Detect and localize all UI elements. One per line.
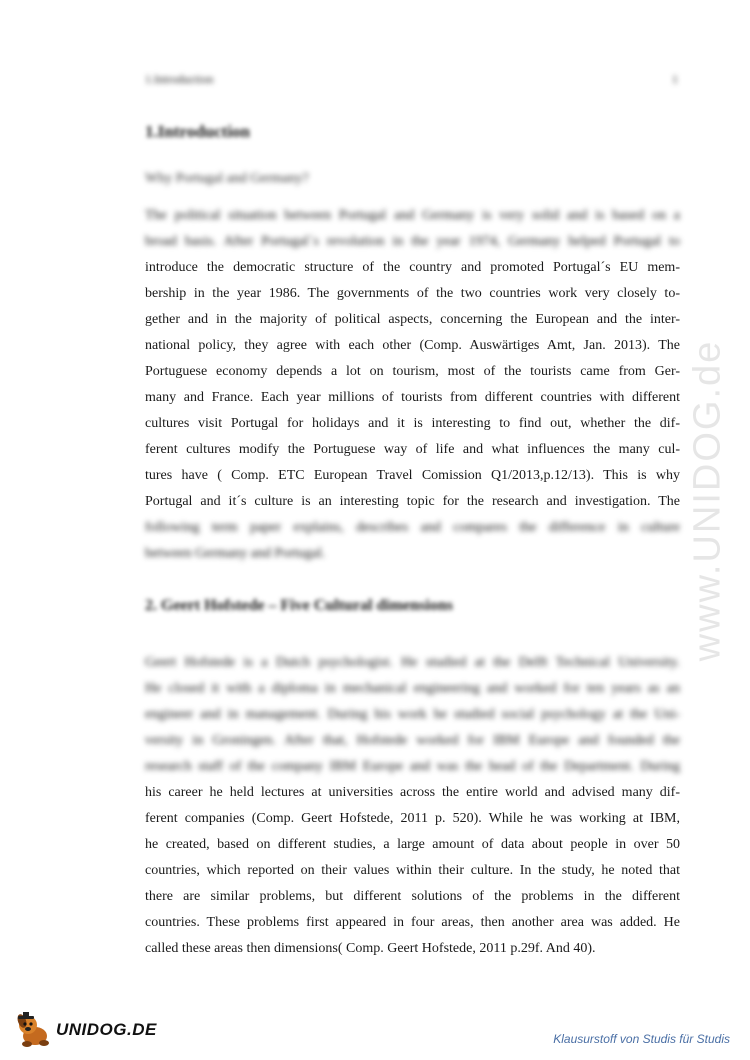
paragraph-hofstede	[145, 650, 680, 962]
running-header-section: 1.Introduction	[145, 72, 214, 86]
footer-slogan: Klausurstoff von Studis für Studis	[553, 1032, 730, 1046]
unidog-logo[interactable]	[14, 1012, 157, 1048]
paragraph-line: countries, which reported on their values within their culture. In the study, he noted that	[145, 863, 680, 878]
paragraph-line: Geert Hofstede is a Dutch psychologist. He studied at the Delft Technical University.	[145, 655, 680, 670]
paragraph-line: ferent cultures modify the Portuguese way of life and what influences the many cul-	[145, 442, 680, 457]
paragraph-line: gether and in the majority of political aspects, concerning the European and the inter-	[145, 312, 680, 327]
paragraph-line: Portugal and it´s culture is an interesting topic for the research and investigation. The	[145, 494, 680, 509]
paragraph-line: cultures visit Portugal for holidays and it is interesting to find out, whether the dif-	[145, 416, 680, 431]
running-header-page-number: 1	[672, 72, 678, 86]
paragraph-line: called these areas then dimensions( Comp. Geert Hofstede, 2011 p.29f. And 40).	[145, 941, 596, 956]
paragraph-line: research staff of the company IBM Europe and was the head of the Department. During	[145, 759, 680, 774]
paragraph-line: following term paper explains, describes and compares the difference in culture	[145, 520, 680, 535]
paragraph-line: tures have ( Comp. ETC European Travel Comission Q1/2013,p.12/13). This is why	[145, 468, 680, 483]
watermark	[688, 270, 728, 730]
logo-text: UNIDOG.DE	[56, 1020, 157, 1039]
paragraph-line: he created, based on different studies, a large amount of data about people in over 50	[145, 837, 680, 852]
dog-mascot-icon	[14, 1012, 54, 1048]
paragraph-line: The political situation between Portugal and Germany is very solid and is based on a	[145, 208, 680, 223]
paragraph-line: versity in Groningen. After that, Hofstede worked for IBM Europe and founded the	[145, 733, 680, 748]
heading-introduction: 1.Introduction	[145, 122, 251, 141]
paragraph-line: bership in the year 1986. The governments of the two countries work very closely to-	[145, 286, 680, 301]
paragraph-introduction	[145, 203, 680, 567]
paragraph-line: introduce the democratic structure of the country and promoted Portugal´s EU mem-	[145, 260, 680, 275]
paragraph-line: many and France. Each year millions of tourists from different countries with different	[145, 390, 680, 405]
paragraph-line: ferent companies (Comp. Geert Hofstede, 2011 p. 520). While he was working at IBM,	[145, 811, 680, 826]
paragraph-line: He closed it with a diploma in mechanical engineering and worked for ten years as an	[145, 681, 680, 696]
paragraph-line: there are similar problems, but different solutions of the problems in the different	[145, 889, 680, 904]
subheading-why-portugal-germany: Why Portugal and Germany?	[145, 171, 309, 186]
watermark-text: www.UNIDOG.de	[686, 339, 729, 661]
paragraph-line: between Germany and Portugal.	[145, 546, 326, 561]
paragraph-line: his career he held lectures at universities across the entire world and advised many dif-	[145, 785, 680, 800]
paragraph-line: countries. These problems first appeared in four areas, then another area was added. He	[145, 915, 680, 930]
paragraph-line: broad basis. After Portugal´s revolution in the year 1974, Germany helped Portugal to	[145, 234, 680, 249]
paragraph-line: Portuguese economy depends a lot on tourism, most of the tourists came from Ger-	[145, 364, 680, 379]
heading-hofstede-dimensions: 2. Geert Hofstede – Five Cultural dimensions	[145, 597, 453, 614]
paragraph-line: engineer and in management. During his work he studied social psychology at the Uni-	[145, 707, 680, 722]
paragraph-line: national policy, they agree with each other (Comp. Auswärtiges Amt, Jan. 2013). The	[145, 338, 680, 353]
